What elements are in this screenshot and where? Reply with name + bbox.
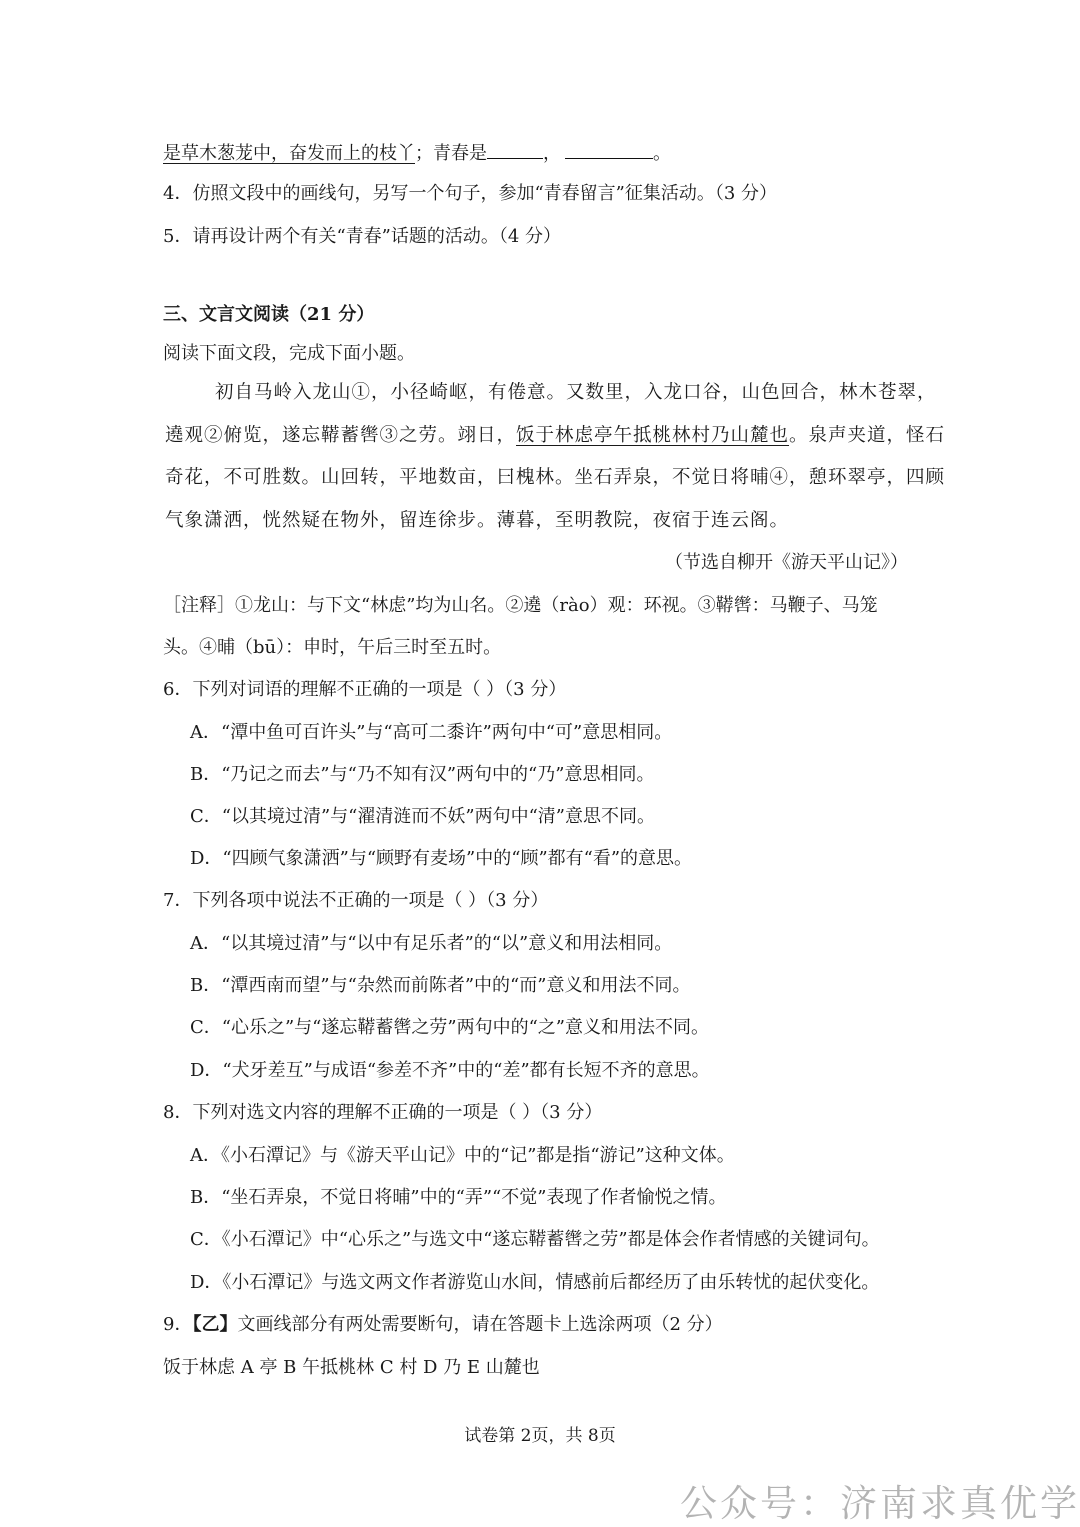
question-6-option-b: B．“乃记之而去”与“乃不知有汉”两句中的“乃”意思相同。 <box>190 764 655 785</box>
question-8-option-a: A．《小石潭记》与《游天平山记》中的“记”都是指“游记”这种文体。 <box>190 1145 735 1166</box>
question-4: 4．仿照文段中的画线句，另写一个句子，参加“青春留言”征集活动。（3 分） <box>163 183 778 204</box>
annotation-line-1: ［注释］①龙山：与下文“林虑”均为山名。②遶（rào）观：环视。③鞯辔：马鞭子、马笼 <box>163 595 878 616</box>
question-8-option-c: C．《小石潭记》中“心乐之”与选文中“遂忘鞯蓄辔之劳”都是体会作者情感的关键词句。 <box>190 1229 880 1250</box>
answer-blank-2[interactable] <box>565 140 653 159</box>
question-7: 7．下列各项中说法不正确的一项是（ ）（3 分） <box>163 890 549 911</box>
answer-blank-1[interactable] <box>487 140 543 159</box>
question-9-sentence: 饭于林虑 A 亭 B 午抵桃林 C 村 D 乃 E 山麓也 <box>163 1357 540 1378</box>
question-5: 5．请再设计两个有关“青春”话题的活动。（4 分） <box>163 226 562 247</box>
question-6-option-c: C．“以其境过清”与“濯清涟而不妖”两句中“清”意思不同。 <box>190 806 655 827</box>
passage-underlined-phrase: 饭于林虑亭午抵桃林村乃山麓也 <box>516 425 790 446</box>
question-7-option-b: B．“潭西南而望”与“杂然而前陈者”中的“而”意义和用法不同。 <box>190 975 691 996</box>
reading-instruction: 阅读下面文段，完成下面小题。 <box>163 343 415 364</box>
question-9: 9．【乙】文画线部分有两处需要断句，请在答题卡上选涂两项（2 分） <box>163 1314 723 1335</box>
question-8-option-d: D．《小石潭记》与选文两文作者游览山水间，情感前后都经历了由乐转忧的起伏变化。 <box>190 1272 880 1293</box>
question-8-option-b: B．“坐石弄泉，不觉日将晡”中的“弄”“不觉”表现了作者愉悦之情。 <box>190 1187 727 1208</box>
question-7-option-c: C．“心乐之”与“遂忘鞯蓄辔之劳”两句中的“之”意义和用法不同。 <box>190 1017 709 1038</box>
annotation-line-2: 头。④晡（bū）：申时，午后三时至五时。 <box>163 637 502 658</box>
question-6-option-a: A．“潭中鱼可百许头”与“高可二黍许”两句中“可”意思相同。 <box>190 722 673 743</box>
account-watermark: 公众号：济南求真优学 <box>680 1482 1080 1525</box>
passage-source: （节选自柳开《游天平山记》） <box>665 552 908 573</box>
page-number-footer: 试卷第 2页，共 8页 <box>464 1426 616 1446</box>
section-heading: 三、文言文阅读（21 分） <box>163 304 375 325</box>
question-7-option-a: A．“以其境过清”与“以中有足乐者”的“以”意义和用法相同。 <box>190 933 673 954</box>
question-7-option-d: D．“犬牙差互”与成语“参差不齐”中的“差”都有长短不齐的意思。 <box>190 1060 710 1081</box>
question-6: 6．下列对词语的理解不正确的一项是（ ）（3 分） <box>163 679 567 700</box>
fill-blank-line: 是草木葱茏中，奋发而上的枝丫；青春是 ， 。 <box>163 140 671 166</box>
question-6-option-d: D．“四顾气象潇洒”与“顾野有麦场”中的“顾”都有“看”的意思。 <box>190 848 693 869</box>
passage-line-3: 奇花，不可胜数。山回转，平地数亩，曰槐林。坐石弄泉，不觉日将晡④，憩环翠亭，四顾 <box>165 467 946 488</box>
passage-line-4: 气象潇洒，恍然疑在物外，留连徐步。薄暮，至明教院，夜宿于连云阁。 <box>165 510 790 531</box>
passage-line-1: 初自马岭入龙山①，小径崎岖，有倦意。又数里，入龙口谷，山色回合，林木苍翠， <box>215 382 937 403</box>
passage-line-2: 遶观②俯览，遂忘鞯蓄辔③之劳。翊日，饭于林虑亭午抵桃林村乃山麓也。泉声夹道，怪石 <box>165 425 946 446</box>
underlined-sentence: 是草木葱茏中，奋发而上的枝丫 <box>163 143 415 164</box>
question-8: 8．下列对选文内容的理解不正确的一项是（ ）（3 分） <box>163 1102 603 1123</box>
